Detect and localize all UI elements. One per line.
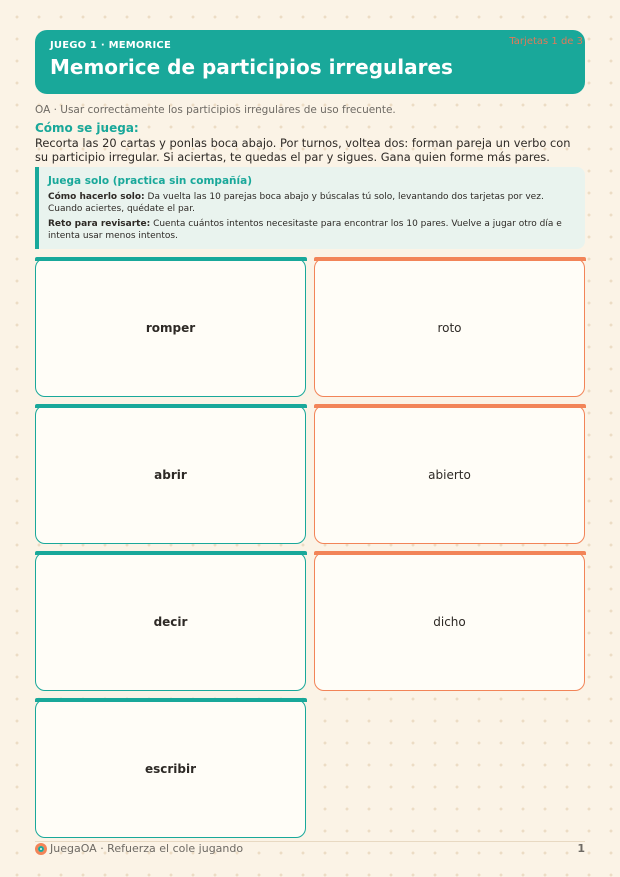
- page-header: [35, 30, 585, 94]
- solo-challenge-paragraph: [48, 218, 575, 242]
- verb-card-escribir: escribir: [35, 699, 306, 838]
- how-to-play-text: Recorta las 20 cartas y ponlas boca abajo. Por turnos, voltea dos: forman pareja un verbo con su participio irregular. Si aciertas, te quedas el par y sigues. Gana quien forme más pares.: [35, 136, 571, 164]
- solo-how-label: Cómo hacerlo solo:: [48, 192, 145, 202]
- participle-card-abierto: abierto: [314, 405, 585, 544]
- participle-card-dicho: dicho: [314, 552, 585, 691]
- verb-card-abrir: abrir: [35, 405, 306, 544]
- solo-challenge-label: Reto para revisarte:: [48, 219, 151, 229]
- brand-logo-icon: [35, 843, 47, 855]
- participle-card-roto: roto: [314, 258, 585, 397]
- solo-play-box: [35, 167, 585, 249]
- page-number: 1: [577, 842, 585, 855]
- verb-card-decir: decir: [35, 552, 306, 691]
- solo-how-paragraph: [48, 191, 575, 215]
- game-kicker: JUEGO 1 · MEMORICE: [50, 40, 172, 51]
- solo-how-text: Da vuelta las 10 parejas boca abajo y búscalas tú solo, levantando dos tarjetas por vez. Cuando aciertes, quédate el par.: [48, 192, 544, 214]
- solo-challenge-text: Cuenta cuántos intentos necesitaste para encontrar los 10 pares. Vuelve a jugar otro día e intenta usar menos intentos.: [48, 219, 562, 241]
- page-tag: Tarjetas 1 de 3: [509, 36, 583, 47]
- how-to-play-title: Cómo se juega:: [35, 121, 139, 135]
- footer-brand: JuegaOA · Refuerza el cole jugando: [50, 842, 244, 855]
- learning-objective: OA · Usar correctamente los participios irregulares de uso frecuente.: [35, 104, 396, 116]
- verb-card-romper: romper: [35, 258, 306, 397]
- page-title: Memorice de participios irregulares: [50, 55, 453, 79]
- solo-play-title: Juega solo (practica sin compañía): [48, 175, 252, 187]
